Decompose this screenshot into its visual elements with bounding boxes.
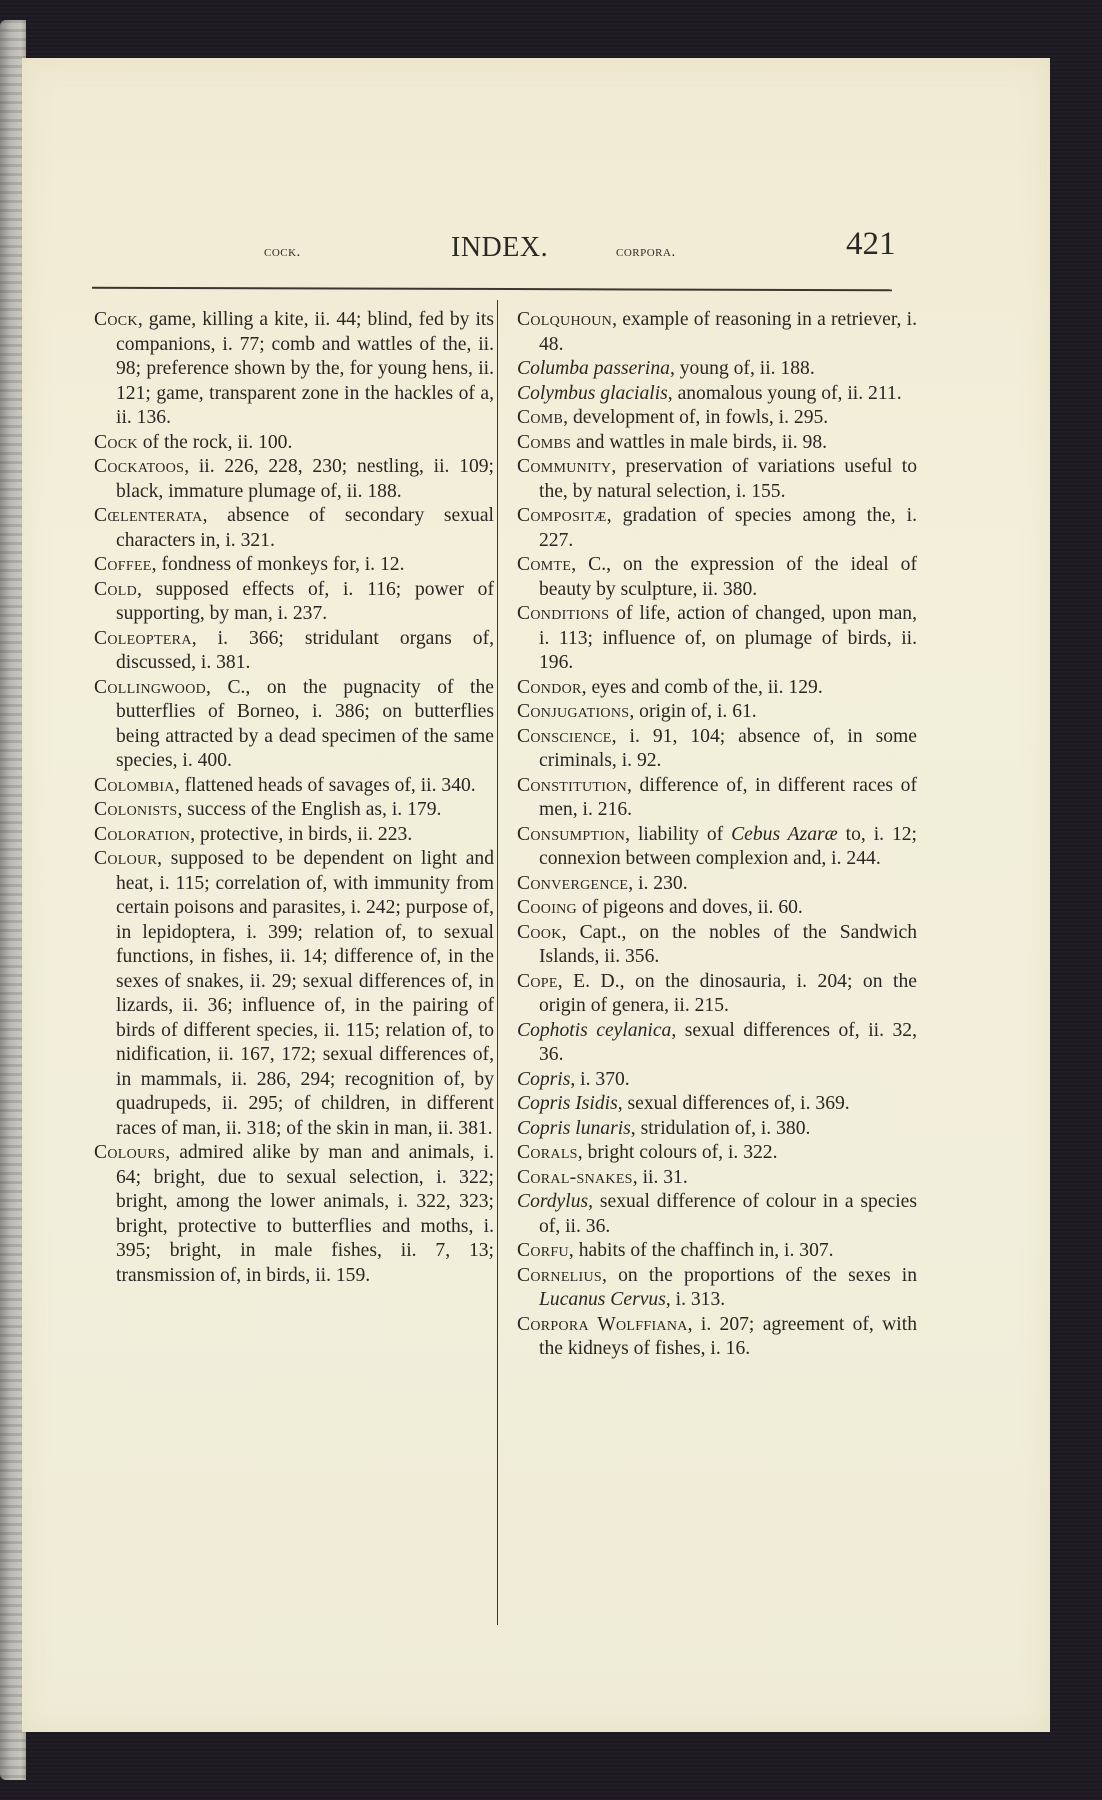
- index-headword: Cornelius: [517, 1264, 602, 1286]
- index-entry: [517, 1264, 917, 1313]
- index-headword: Corpora Wolffiana: [517, 1313, 688, 1335]
- header-rule: [92, 287, 892, 292]
- index-headword: Consumption: [517, 823, 626, 845]
- index-headword: Coral-snakes: [517, 1166, 633, 1188]
- index-entry: [517, 676, 917, 701]
- index-entry: [94, 553, 494, 578]
- index-entry-text: , sexual differences of, i. 369.: [617, 1093, 850, 1114]
- index-entry: [94, 627, 494, 676]
- index-headword: Coffee: [94, 554, 152, 575]
- index-headword: Conjugations: [517, 701, 630, 722]
- index-entry: [517, 725, 917, 774]
- index-headword: Cordylus: [517, 1191, 589, 1212]
- index-headword: Cook: [517, 921, 562, 943]
- index-entry: [517, 774, 917, 823]
- index-headword: Cooing: [517, 897, 577, 918]
- index-headword: Cockatoos: [94, 456, 185, 477]
- index-headword: Constitution: [517, 774, 627, 796]
- index-entry-text: , anomalous young of, ii. 211.: [667, 382, 902, 404]
- index-headword: Cope: [517, 970, 558, 992]
- index-entry-text: to, i. 12; connexion between complexion and, i. 244.: [539, 823, 918, 869]
- index-entry-text: , development of, in fowls, i. 295.: [563, 407, 829, 428]
- index-entry: [94, 847, 494, 1141]
- index-headword: Convergence: [517, 872, 629, 894]
- index-entry-text: , origin of, i. 61.: [629, 701, 757, 722]
- index-headword: Condor: [517, 676, 582, 698]
- page-number: 421: [846, 226, 896, 262]
- index-headword: Colquhoun: [517, 309, 613, 330]
- index-entry-text: , i. 366; stridulant organs of, discussed, i. 381.: [116, 627, 494, 673]
- index-entry: [517, 1117, 917, 1142]
- index-entry-text: , ii. 226, 228, 230; nestling, ii. 109; black, immature plumage of, ii. 188.: [116, 456, 494, 502]
- index-entry: [94, 676, 494, 774]
- index-entry-text: , gradation of species among the, i. 227.: [539, 505, 917, 551]
- index-entry: [517, 896, 917, 921]
- index-headword: Copris: [517, 1068, 571, 1090]
- index-entry-text: of the rock, ii. 100.: [137, 431, 293, 453]
- index-entry: [517, 504, 917, 553]
- index-entry: [94, 431, 494, 456]
- index-entry-text: , C., on the expression of the ideal of beauty by sculpture, ii. 380.: [539, 554, 917, 600]
- index-entry: [517, 553, 917, 602]
- index-entry: [94, 308, 494, 431]
- index-entry: [517, 700, 917, 725]
- index-entry: [517, 406, 917, 431]
- index-entry: [94, 823, 494, 848]
- index-headword: Collingwood: [94, 676, 207, 698]
- index-entry-text: , eyes and comb of the, ii. 129.: [581, 676, 823, 698]
- index-entry: [517, 921, 917, 970]
- index-entry-text: , bright colours of, i. 322.: [577, 1142, 778, 1163]
- index-entry: [517, 872, 917, 897]
- index-entry-text: , game, killing a kite, ii. 44; blind, fed by its companions, i. 77; comb and wattles of the, ii. 98; preference shown by the, for young hens, ii. 121; game, transparent zone in the hackles of a, ii. 136.: [116, 309, 494, 428]
- index-headword: Coleoptera: [94, 627, 192, 649]
- index-headword: Colours: [94, 1142, 166, 1163]
- index-entry-italic-term: Lucanus Cervus: [539, 1289, 666, 1310]
- index-entry: [517, 1092, 917, 1117]
- index-entry: [517, 1141, 917, 1166]
- index-entry-text: , on the proportions of the sexes in: [602, 1264, 917, 1286]
- index-headword: Cock: [94, 309, 138, 330]
- index-entry: [94, 1141, 494, 1288]
- index-entry-text: , difference of, in different races of men, i. 216.: [539, 774, 917, 820]
- index-entry-text: , sexual difference of colour in a species of, ii. 36.: [539, 1191, 917, 1237]
- index-headword: Copris Isidis: [517, 1093, 618, 1114]
- index-headword: Colonists: [94, 799, 178, 820]
- index-entry-text: , i. 207; agreement of, with the kidneys of fishes, i. 16.: [539, 1313, 917, 1359]
- running-head-left-keyword: cock.: [264, 244, 301, 260]
- index-entry: [517, 1313, 917, 1362]
- index-entry-text: , young of, ii. 188.: [669, 358, 815, 379]
- index-headword: Comb: [517, 407, 564, 428]
- index-entry: [94, 504, 494, 553]
- index-entry-text: , fondness of monkeys for, i. 12.: [151, 554, 405, 575]
- index-headword: Cold: [94, 578, 138, 600]
- index-entry-text: , supposed effects of, i. 116; power of supporting, by man, i. 237.: [116, 578, 494, 624]
- index-entry-text: , absence of secondary sexual characters in, i. 321.: [116, 505, 494, 551]
- column-divider: [497, 300, 498, 1625]
- index-entry: [517, 823, 917, 872]
- index-entry: [517, 1068, 917, 1093]
- index-headword: Colour: [94, 848, 158, 869]
- index-entry: [517, 1190, 917, 1239]
- index-entry-text: , Capt., on the nobles of the Sandwich Islands, ii. 356.: [539, 921, 917, 967]
- index-entry-text: , liability of: [625, 823, 732, 845]
- index-headword: Conditions: [517, 603, 610, 624]
- index-entry-text: , i. 91, 104; absence of, in some criminals, i. 92.: [539, 725, 917, 771]
- index-entry-text: , success of the English as, i. 179.: [177, 799, 442, 820]
- index-headword: Colymbus glacialis: [517, 382, 668, 404]
- index-entry-text: , admired alike by man and animals, i. 64; bright, due to sexual selection, i. 322; bright, among the lower animals, i. 322, 323; bright, protective to butterflies and moths, i. 395; bright, in male fishes, ii. 7, 13; transmission of, in birds, ii. 159.: [116, 1142, 494, 1286]
- index-headword: Community: [517, 456, 612, 477]
- index-column-right: [517, 308, 917, 1362]
- index-entry: [517, 455, 917, 504]
- index-headword: Comte: [517, 554, 572, 575]
- running-head: [22, 226, 1050, 270]
- index-entry: [517, 382, 917, 407]
- index-entry-text: of life, action of changed, upon man, i. 113; influence of, on plumage of birds, ii. 196.: [539, 603, 917, 673]
- index-entry: [517, 357, 917, 382]
- index-entry: [517, 602, 917, 676]
- index-entry-text: and wattles in male birds, ii. 98.: [571, 431, 828, 453]
- index-column-left: [94, 308, 494, 1288]
- index-headword: Conscience: [517, 725, 612, 747]
- index-entry: [517, 431, 917, 456]
- index-entry: [517, 1019, 917, 1068]
- index-entry-italic-term: Cebus Azaræ: [731, 823, 838, 845]
- index-headword: Cock: [94, 431, 138, 453]
- index-entry: [94, 455, 494, 504]
- index-entry: [94, 774, 494, 799]
- index-entry-text: , i. 230.: [628, 872, 688, 894]
- index-headword: Corals: [517, 1142, 578, 1163]
- index-headword: Coloration: [94, 823, 191, 845]
- index-entry-text: , flattened heads of savages of, ii. 340.: [174, 774, 476, 796]
- index-entry: [517, 308, 917, 357]
- index-headword: Combs: [517, 431, 572, 453]
- index-entry-text: , habits of the chaffinch in, i. 307.: [568, 1240, 834, 1261]
- index-entry-text: , ii. 31.: [632, 1166, 688, 1188]
- index-headword: Corfu: [517, 1240, 569, 1261]
- index-entry-text: , stridulation of, i. 380.: [630, 1117, 811, 1139]
- index-entry-text: , sexual differences of, ii. 32, 36.: [539, 1019, 917, 1065]
- index-headword: Columba passerina: [517, 358, 670, 379]
- index-entry: [517, 970, 917, 1019]
- index-entry-text: , protective, in birds, ii. 223.: [190, 823, 413, 845]
- index-entry-text: , example of reasoning in a retriever, i. 48.: [539, 309, 917, 355]
- index-headword: Cophotis ceylanica: [517, 1019, 672, 1041]
- index-entry-text: , preservation of variations useful to the, by natural selection, i. 155.: [539, 456, 917, 502]
- index-entry-text: , C., on the pugnacity of the butterflies of Borneo, i. 386; on butterflies being attracted by a dead specimen of the same species, i. 400.: [116, 676, 494, 771]
- index-entry: [517, 1239, 917, 1264]
- index-entry: [94, 578, 494, 627]
- index-entry: [94, 798, 494, 823]
- index-entry-text: , E. D., on the dinosauria, i. 204; on the origin of genera, ii. 215.: [539, 970, 917, 1016]
- index-entry-text: , supposed to be dependent on light and heat, i. 115; correlation of, with immunity from certain poisons and parasites, i. 242; purpose of, in lepidoptera, i. 399; relation of, to sexual functions, in fishes, ii. 14; difference of, in the sexes of snakes, ii. 29; sexual differences of, in lizards, ii. 36; influence of, in the pairing of birds of different species, ii. 115; relation of, to nidification, ii. 167, 172; sexual differences of, in mammals, ii. 286, 294; recognition of, by quadrupeds, ii. 295; of children, in different races of man, ii. 318; of the skin in man, ii. 381.: [116, 848, 494, 1139]
- running-head-title: INDEX.: [451, 232, 549, 263]
- index-headword: Compositæ: [517, 505, 607, 526]
- book-page: [22, 58, 1050, 1732]
- index-entry-text: of pigeons and doves, ii. 60.: [576, 897, 803, 918]
- index-entry-text: , i. 370.: [570, 1068, 630, 1090]
- index-headword: Copris lunaris: [517, 1117, 631, 1139]
- index-headword: Colombia: [94, 774, 175, 796]
- running-head-right-keyword: corpora.: [616, 244, 676, 260]
- index-entry-text: , i. 313.: [665, 1289, 726, 1310]
- index-headword: Cœlenterata: [94, 505, 203, 526]
- index-entry: [517, 1166, 917, 1191]
